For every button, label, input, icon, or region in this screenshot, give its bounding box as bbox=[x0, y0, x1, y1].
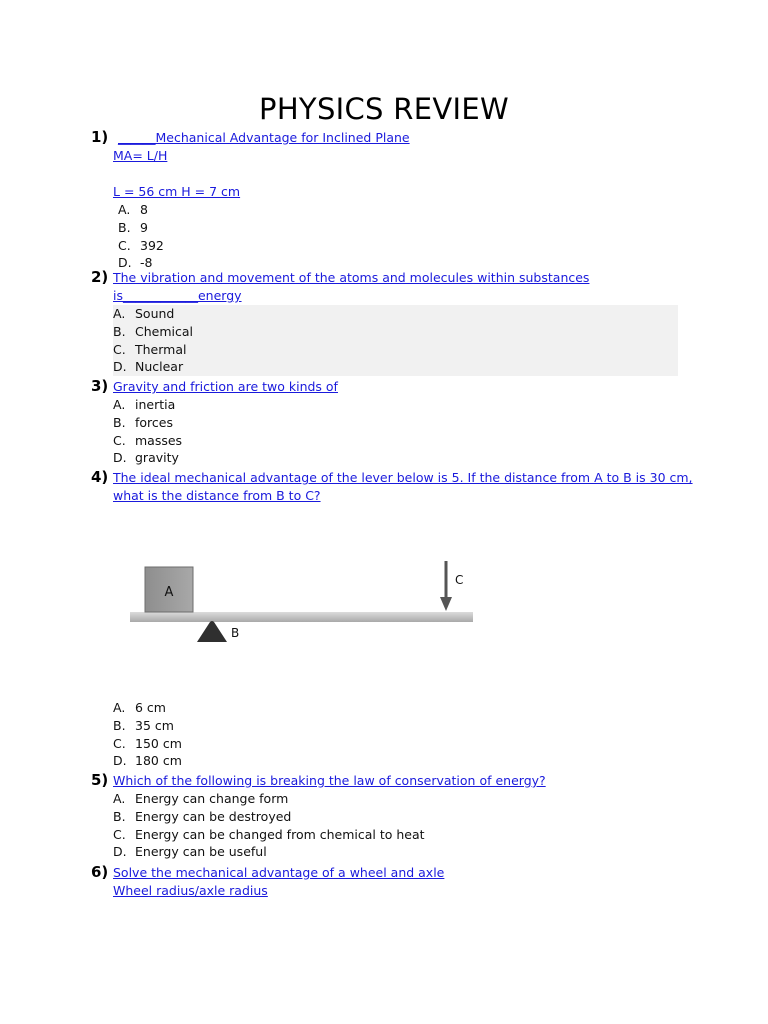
answer-option: B. Chemical bbox=[113, 323, 193, 339]
question-text: The vibration and movement of the atoms and molecules within substances bbox=[113, 270, 590, 285]
blank-line bbox=[113, 165, 713, 183]
page-title: PHYSICS REVIEW bbox=[259, 92, 509, 126]
question-1 bbox=[91, 128, 713, 272]
answer-option: D. Energy can be useful bbox=[113, 844, 267, 860]
answer-option: A. Sound bbox=[113, 306, 175, 321]
force-arrowhead bbox=[440, 597, 452, 611]
answer-option: B. Energy can be destroyed bbox=[113, 808, 292, 824]
lever-diagram bbox=[128, 555, 478, 650]
label-b: B bbox=[231, 626, 240, 640]
answer-option: A. 8 bbox=[118, 202, 148, 217]
answer-option: B. 9 bbox=[118, 219, 148, 235]
answer-option: C. Energy can be changed from chemical to heat bbox=[113, 826, 425, 842]
question-4 bbox=[91, 468, 713, 505]
question-5 bbox=[91, 771, 713, 861]
fulcrum-b bbox=[197, 621, 227, 642]
lever-beam bbox=[130, 612, 473, 622]
answer-option: D. Nuclear bbox=[113, 359, 184, 375]
answer-option: A. Energy can change form bbox=[113, 791, 289, 806]
label-a: A bbox=[164, 585, 174, 600]
options-shaded-block bbox=[113, 305, 678, 376]
answer-option: D. 180 cm bbox=[113, 753, 182, 769]
answer-option: A. inertia bbox=[113, 397, 176, 412]
question-text: Which of the following is breaking the law of conservation of energy? bbox=[113, 773, 546, 788]
answer-option: B. 35 cm bbox=[113, 717, 174, 733]
question-4-options bbox=[113, 699, 713, 770]
answer-option: A. 6 cm bbox=[113, 700, 166, 715]
answer-option: C. 392 bbox=[118, 237, 164, 253]
question-text: MA= L/H bbox=[113, 148, 168, 163]
question-text: L = 56 cm H = 7 cm bbox=[113, 184, 241, 199]
question-text: The ideal mechanical advantage of the lever below is 5. If the distance from A to B is 30 cm, bbox=[113, 470, 693, 485]
question-text: what is the distance from B to C? bbox=[113, 488, 321, 503]
question-text: Wheel radius/axle radius bbox=[113, 883, 268, 898]
question-number: 6) bbox=[91, 863, 109, 881]
question-text: is____________energy bbox=[113, 288, 242, 303]
question-2 bbox=[91, 268, 713, 376]
answer-option: B. forces bbox=[113, 414, 173, 430]
answer-option: D. gravity bbox=[113, 450, 179, 466]
question-text: Solve the mechanical advantage of a wheel and axle bbox=[113, 865, 445, 880]
question-number: 1) bbox=[91, 128, 109, 146]
question-3 bbox=[91, 377, 713, 467]
answer-option: C. masses bbox=[113, 432, 183, 448]
answer-option: C. Thermal bbox=[113, 341, 187, 357]
question-6 bbox=[91, 863, 713, 900]
question-text: Gravity and friction are two kinds of bbox=[113, 379, 338, 394]
answer-option: D. -8 bbox=[118, 255, 153, 271]
question-text: ______Mechanical Advantage for Inclined Plane bbox=[118, 130, 410, 145]
label-c: C bbox=[455, 573, 464, 587]
question-number: 3) bbox=[91, 377, 109, 395]
answer-option: C. 150 cm bbox=[113, 735, 182, 751]
question-number: 2) bbox=[91, 268, 109, 286]
question-number: 5) bbox=[91, 771, 109, 789]
question-number: 4) bbox=[91, 468, 109, 486]
